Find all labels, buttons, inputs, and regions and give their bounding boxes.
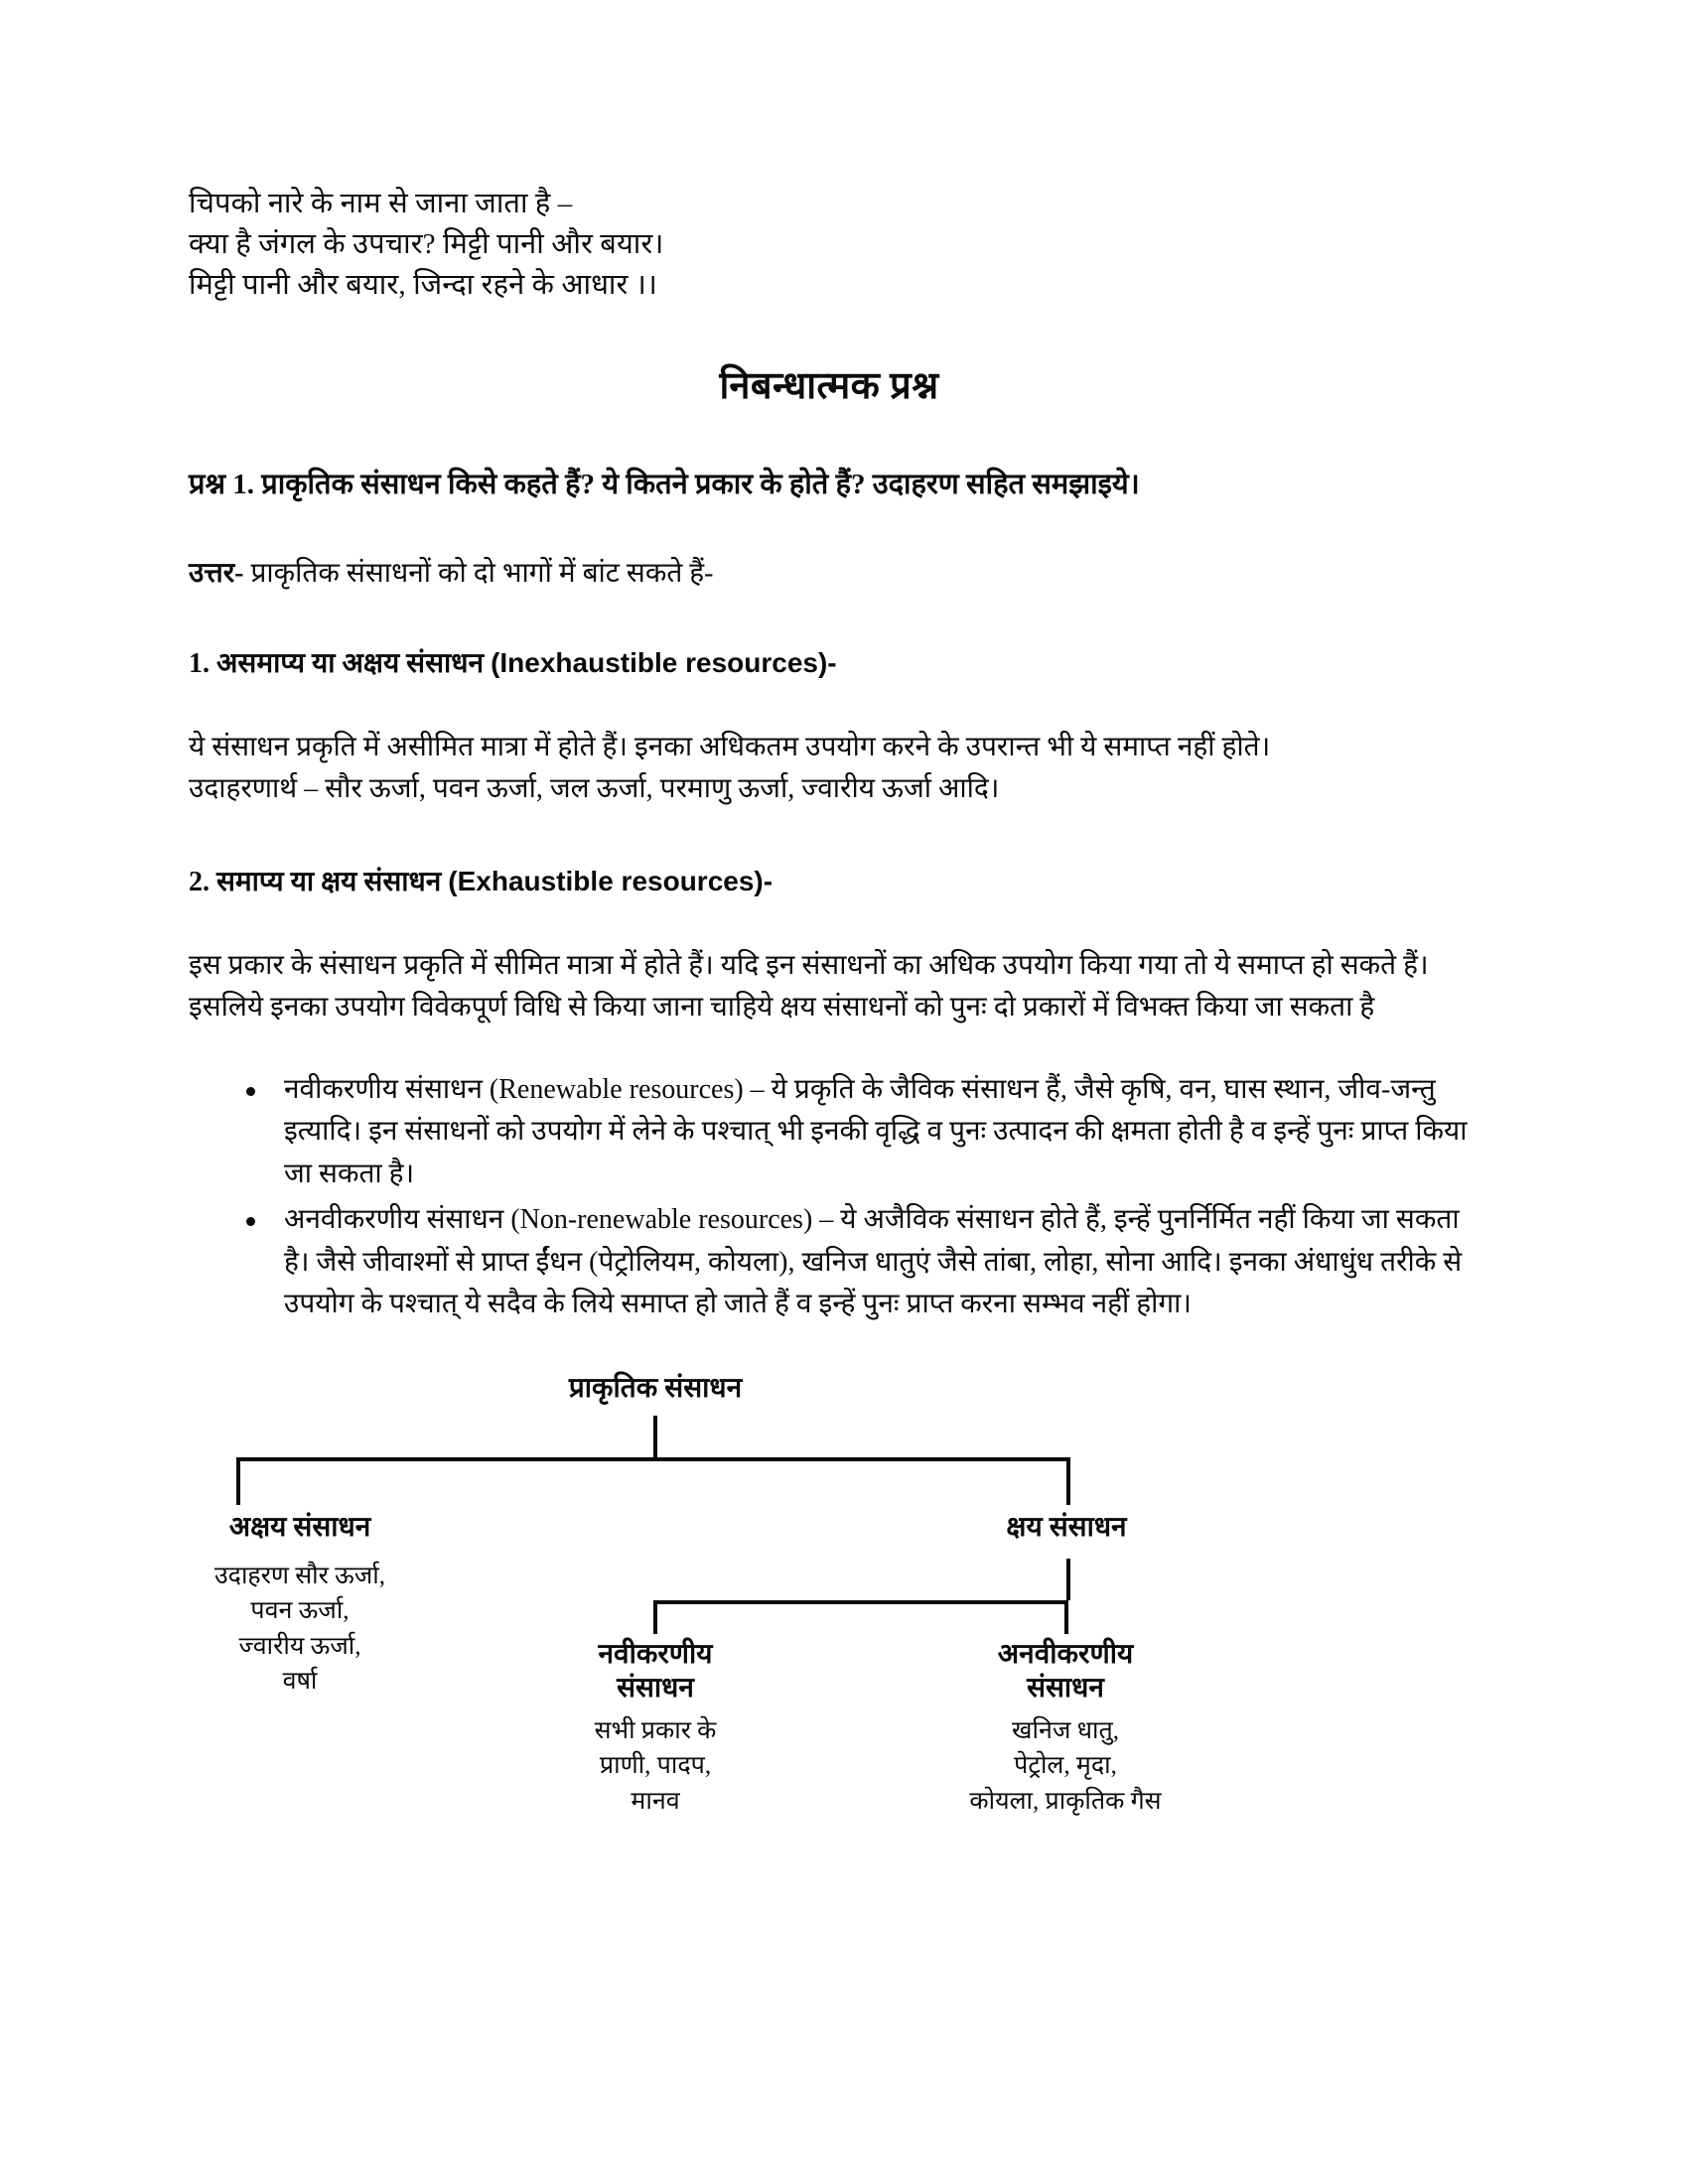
section-2-paragraph: इस प्रकार के संसाधन प्रकृति में सीमित मात्रा में होते हैं। यदि इन संसाधनों का अधिक उपयोग किया गया तो ये समाप्त हो सकते हैं। इसलिये इनका उपयोग विवेकपूर्ण विधि से किया जाना चाहिये क्षय संसाधनों को पुनः दो प्रकारों में विभक्त किया जा सकता है xyxy=(189,949,1429,1024)
tree-node-left-title: अक्षय संसाधन xyxy=(228,1511,371,1543)
list-item: नवीकरणीय संसाधन (Renewable resources) – ये प्रकृति के जैविक संसाधन हैं, जैसे कृषि, वन, घास स्थान, जीव-जन्तु इत्यादि। इन संसाधनों को उपयोग में लेने के पश्चात् भी इनकी वृद्धि व पुनः उत्पादन की क्षमता होती है व इन्हें पुनः प्राप्त किया जा सकता है। xyxy=(284,1069,1470,1196)
answer-intro xyxy=(189,554,1470,593)
tree-connector-right-stem xyxy=(1066,1559,1070,1600)
subheading-1-english: (Inexhaustible resources)- xyxy=(491,646,837,678)
tree-renewable-example-1: सभी प्रकार के xyxy=(594,1716,717,1744)
tree-node-root: प्राकृतिक संसाधन xyxy=(568,1372,743,1404)
tree-left-example-4: वर्षा xyxy=(282,1668,318,1696)
tree-connector-right-drop xyxy=(1066,1457,1070,1505)
tree-renewable-title-line-2: संसाधन xyxy=(617,1672,694,1704)
tree-node-nonrenewable-examples xyxy=(884,1713,1247,1820)
tree-renewable-title-line-1: नवीकरणीय xyxy=(598,1638,713,1670)
document-body xyxy=(189,184,1470,1815)
tree-connector-level1-bar xyxy=(236,1457,1070,1461)
tree-connector-root-stem xyxy=(653,1416,657,1457)
tree-connector-level2-bar xyxy=(653,1600,1068,1604)
question-1: प्रश्न 1. प्राकृतिक संसाधन किसे कहते हैं? ये कितने प्रकार के होते हैं? उदाहरण सहित समझाइये। xyxy=(189,468,1140,500)
subheading-1 xyxy=(189,644,1470,683)
tree-left-example-1: उदाहरण सौर ऊर्जा, xyxy=(213,1562,386,1589)
tree-node-renewable-examples xyxy=(514,1713,796,1820)
section-heading: निबन्धात्मक प्रश्न xyxy=(719,364,939,407)
tree-nonrenewable-example-1: खनिज धातु, xyxy=(1012,1716,1119,1744)
tree-renewable-example-2: प्राणी, पादप, xyxy=(599,1752,712,1780)
verse-line-3: मिट्टी पानी और बयार, जिन्दा रहने के आधार ।। xyxy=(189,269,658,302)
tree-nonrenewable-title-line-2: संसाधन xyxy=(1027,1672,1104,1704)
verse-line-1: चिपको नारे के नाम से जाना जाता है – xyxy=(189,188,573,219)
tree-nonrenewable-example-2: पेट्रोल, मृदा, xyxy=(1014,1752,1117,1780)
verse-block xyxy=(189,184,1470,307)
tree-left-example-3: ज्वारीय ऊर्जा, xyxy=(238,1632,361,1660)
section-1-paragraph: ये संसाधन प्रकृति में असीमित मात्रा में होते हैं। इनका अधिकतम उपयोग करने के उपरान्त भी ये समाप्त नहीं होते। xyxy=(189,731,1271,762)
answer-text: प्राकृतिक संसाधनों को दो भागों में बांट सकते हैं- xyxy=(243,557,714,589)
tree-connector-nonrenewable-drop xyxy=(1064,1600,1068,1634)
verse-line-2: क्या है जंगल के उपचार? मिट्टी पानी और बयार। xyxy=(189,228,664,261)
subheading-2-english: (Exhaustible resources)- xyxy=(448,865,774,896)
tree-nonrenewable-title-line-1: अनवीकरणीय xyxy=(997,1638,1134,1670)
subheading-1-hindi: 1. असमाप्य या अक्षय संसाधन xyxy=(189,647,485,679)
answer-label: उत्तर- xyxy=(189,557,244,589)
tree-connector-renewable-drop xyxy=(653,1600,657,1634)
list-item: अनवीकरणीय संसाधन (Non-renewable resources) – ये अजैविक संसाधन होते हैं, इन्हें पुनर्निर्मित नहीं किया जा सकता है। जैसे जीवाश्मों से प्राप्त ईंधन (पेट्रोलियम, कोयला), खनिज धातुएं जैसे तांबा, लोहा, सोना आदि। इनका अंधाधुंध तरीके से उपयोग के पश्चात् ये सदैव के लिये समाप्त हो जाते हैं व इन्हें पुनः प्राप्त करना सम्भव नहीं होगा। xyxy=(284,1199,1470,1326)
tree-renewable-example-3: मानव xyxy=(631,1787,680,1815)
natural-resources-tree-diagram xyxy=(189,1372,1470,1815)
subheading-2 xyxy=(189,863,1470,901)
subheading-2-hindi: 2. समाप्य या क्षय संसाधन xyxy=(189,866,442,897)
tree-nonrenewable-example-3: कोयला, प्राकृतिक गैस xyxy=(969,1787,1162,1815)
tree-connector-left-drop xyxy=(236,1457,240,1505)
section-1-example: उदाहरणार्थ – सौर ऊर्जा, पवन ऊर्जा, जल ऊर्जा, परमाणु ऊर्जा, ज्वारीय ऊर्जा आदि। xyxy=(189,773,1000,805)
tree-node-left-examples xyxy=(127,1559,473,1700)
tree-left-example-2: पवन ऊर्जा, xyxy=(250,1597,350,1625)
resource-type-list xyxy=(189,1069,1470,1326)
tree-node-renewable-title xyxy=(514,1638,796,1705)
tree-node-nonrenewable-title xyxy=(902,1638,1229,1705)
tree-node-right-title: क्षय संसाधन xyxy=(1006,1511,1127,1543)
